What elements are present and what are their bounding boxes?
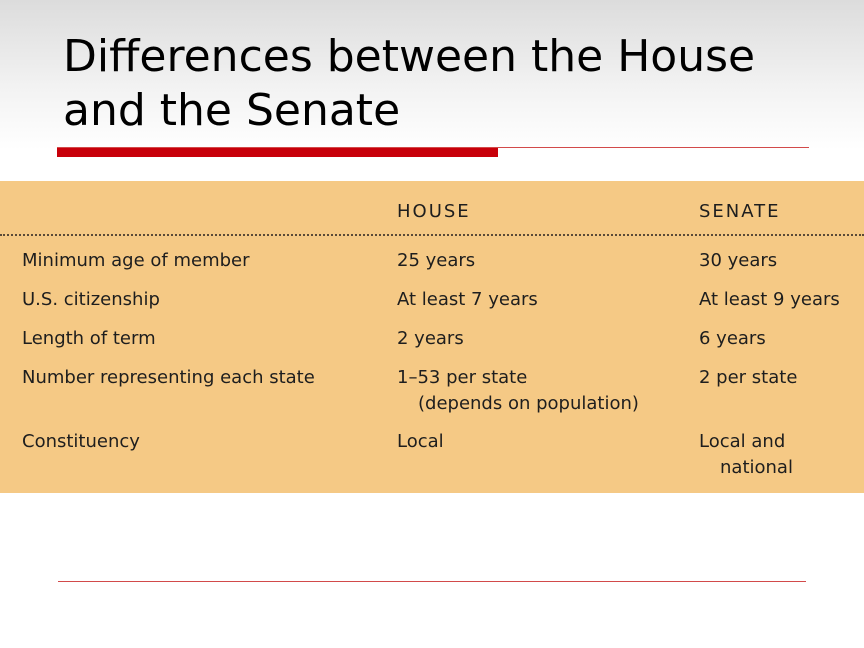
cell-house-citizenship: At least 7 years <box>397 289 538 310</box>
cell-house-constituency: Local <box>397 431 444 452</box>
row-label-representation: Number representing each state <box>22 367 315 388</box>
slide-title: Differences between the House and the Senate <box>63 31 756 136</box>
cell-senate-min-age: 30 years <box>699 250 778 271</box>
cell-house-min-age: 25 years <box>397 250 476 271</box>
header-senate: SENATE <box>699 201 781 222</box>
cell-house-representation <box>397 365 639 417</box>
cell-senate-constituency-line1: Local and <box>699 431 786 452</box>
cell-house-representation-line1: 1–53 per state <box>397 367 528 388</box>
header-divider <box>0 234 864 236</box>
cell-senate-constituency-line2: national <box>720 457 793 478</box>
header-house: HOUSE <box>397 201 471 222</box>
cell-house-representation-line2: (depends on population) <box>418 393 639 414</box>
row-label-min-age: Minimum age of member <box>22 250 250 271</box>
cell-senate-term-length: 6 years <box>699 328 766 349</box>
cell-senate-constituency <box>699 429 793 481</box>
cell-senate-representation: 2 per state <box>699 367 798 388</box>
title-underline-accent <box>57 148 498 157</box>
cell-senate-citizenship: At least 9 years <box>699 289 840 310</box>
footer-rule <box>58 581 806 582</box>
row-label-citizenship: U.S. citizenship <box>22 289 160 310</box>
cell-house-term-length: 2 years <box>397 328 464 349</box>
row-label-term-length: Length of term <box>22 328 156 349</box>
row-label-constituency: Constituency <box>22 431 140 452</box>
